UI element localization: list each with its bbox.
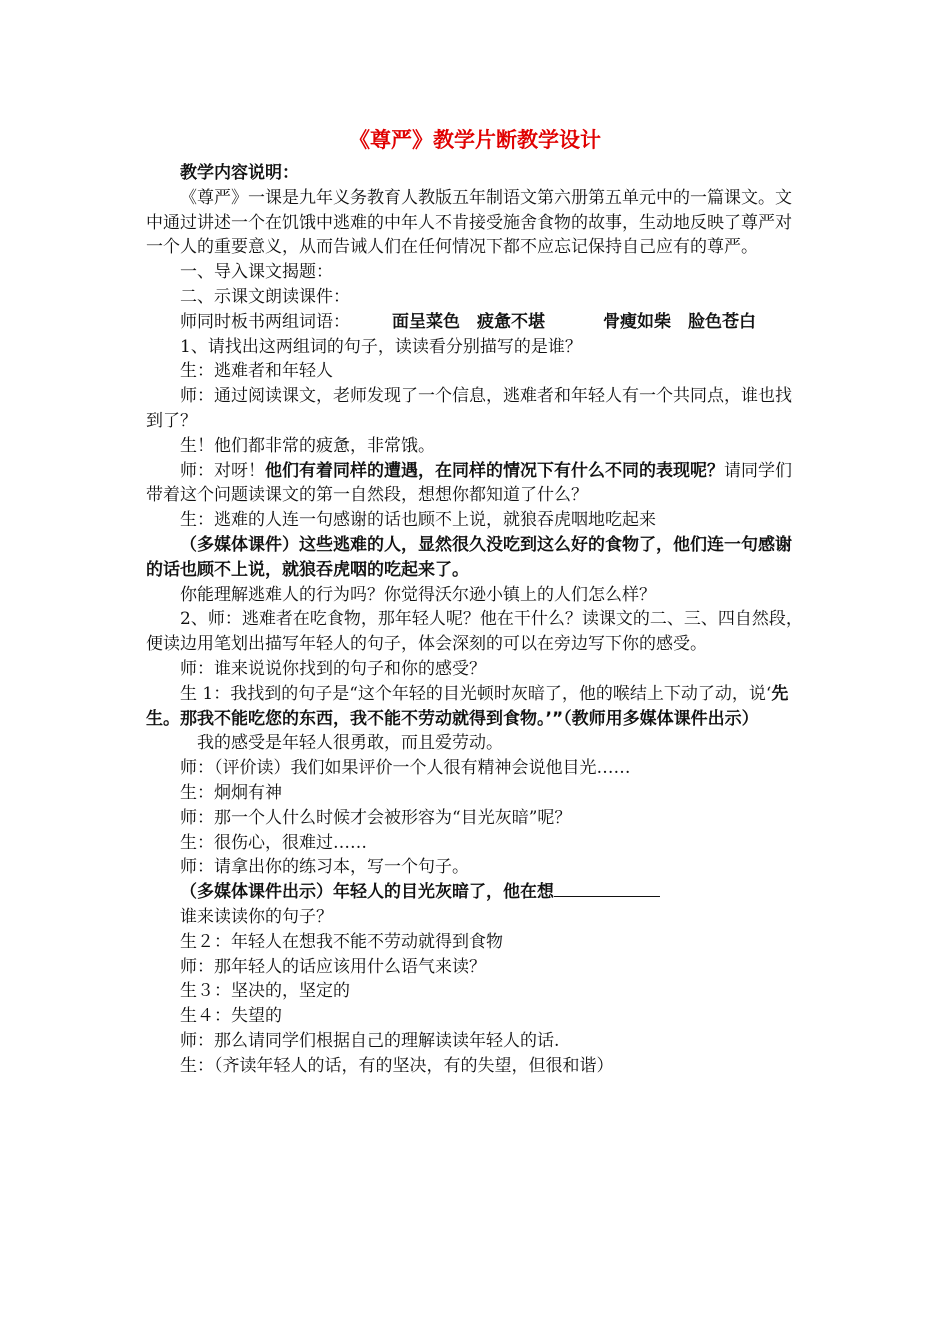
teacher-seven: 师：请拿出你的练习本，写一个句子。 [180, 857, 469, 878]
document-body [146, 161, 806, 1078]
media-excerpt-two: （多媒体课件出示）年轻人的目光灰暗了，他在想 [146, 880, 806, 905]
teacher-four: 师：谁来说说你找到的句子和你的感受？ [180, 658, 486, 679]
student-two: 生２：年轻人在想我不能不劳动就得到食物 [180, 931, 503, 952]
teacher-six: 师：那一个人什么时候才会被形容为“目光灰暗”呢？ [180, 807, 572, 828]
student-three: 生３：坚决的，坚定的 [180, 981, 350, 1002]
teacher-eight: 谁来读读你的句子？ [180, 906, 333, 927]
student-one: 生 1：我找到的句子是“这个年轻的目光顿时灰暗了，他的喉结上下动了动，说‘先生。那我不能吃您的东西，我不能不劳动就得到食物。’”（教师用多媒体课件出示） [146, 683, 789, 729]
answer-five: 生：炯炯有神 [180, 782, 282, 803]
teacher-nine: 师：那年轻人的话应该用什么语气来读？ [180, 956, 486, 977]
teacher-two: 师：对呀！他们有着同样的遭遇，在同样的情况下有什么不同的表现呢？请同学们带着这个问题读课文的第一自然段，想想你都知道了什么？ [146, 460, 792, 506]
step-one: 一、导入课文揭题： [180, 262, 333, 283]
media-excerpt-one: （多媒体课件）这些逃难的人，显然很久没吃到这么好的食物了，他们连一句感谢的话也顾不上说，就狼吞虎咽的吃起来了。 [146, 534, 792, 580]
student-one-feeling: 我的感受是年轻人很勇敢，而且爱劳动。 [197, 733, 503, 754]
teacher-five: 师：（评价读）我们如果评价一个人很有精神会说他目光…… [180, 758, 631, 779]
question-one: 1、请找出这两组词的句子，读读看分别描写的是谁？ [180, 336, 582, 357]
answer-six: 生：很伤心，很难过…… [180, 832, 367, 853]
answer-two: 生！他们都非常的疲惫，非常饿。 [180, 435, 435, 456]
board-words: 师同时板书两组词语： 面呈菜色 疲惫不堪 骨瘦如柴 脸色苍白 [180, 311, 756, 332]
student-four: 生４：失望的 [180, 1006, 282, 1027]
document-title: 《尊严》教学片断教学设计 [349, 128, 601, 152]
answer-three: 生：逃难的人连一句感谢的话也顾不上说，就狼吞虎咽地吃起来 [180, 510, 656, 531]
intro-heading: 教学内容说明： [180, 163, 299, 183]
teacher-three: 你能理解逃难人的行为吗？你觉得沃尔逊小镇上的人们怎么样？ [180, 584, 656, 605]
student-five: 生：（齐读年轻人的话，有的坚决，有的失望，但很和谐） [180, 1055, 614, 1076]
teacher-ten: 师：那么请同学们根据自己的理解读读年轻人的话. [180, 1030, 560, 1051]
fill-in-blank [554, 880, 660, 897]
answer-one: 生：逃难者和年轻人 [180, 361, 333, 382]
question-two: 2、师：逃难者在吃食物，那年轻人呢？他在干什么？读课文的二、三、四自然段，便读边用笔划出描写年轻人的句子，体会深刻的可以在旁边写下你的感受。 [146, 609, 803, 655]
step-two: 二、示课文朗读课件： [180, 286, 350, 307]
intro-paragraph: 《尊严》一课是九年义务教育人教版五年制语文第六册第五单元中的一篇课文。文中通过讲述一个在饥饿中逃难的中年人不肯接受施舍食物的故事，生动地反映了尊严对一个人的重要意义，从而告诫人们在任何情况下都不应忘记保持自己应有的尊严。 [146, 187, 792, 258]
teacher-one: 师：通过阅读课文，老师发现了一个信息，逃难者和年轻人有一个共同点，谁也找到了？ [146, 386, 792, 431]
